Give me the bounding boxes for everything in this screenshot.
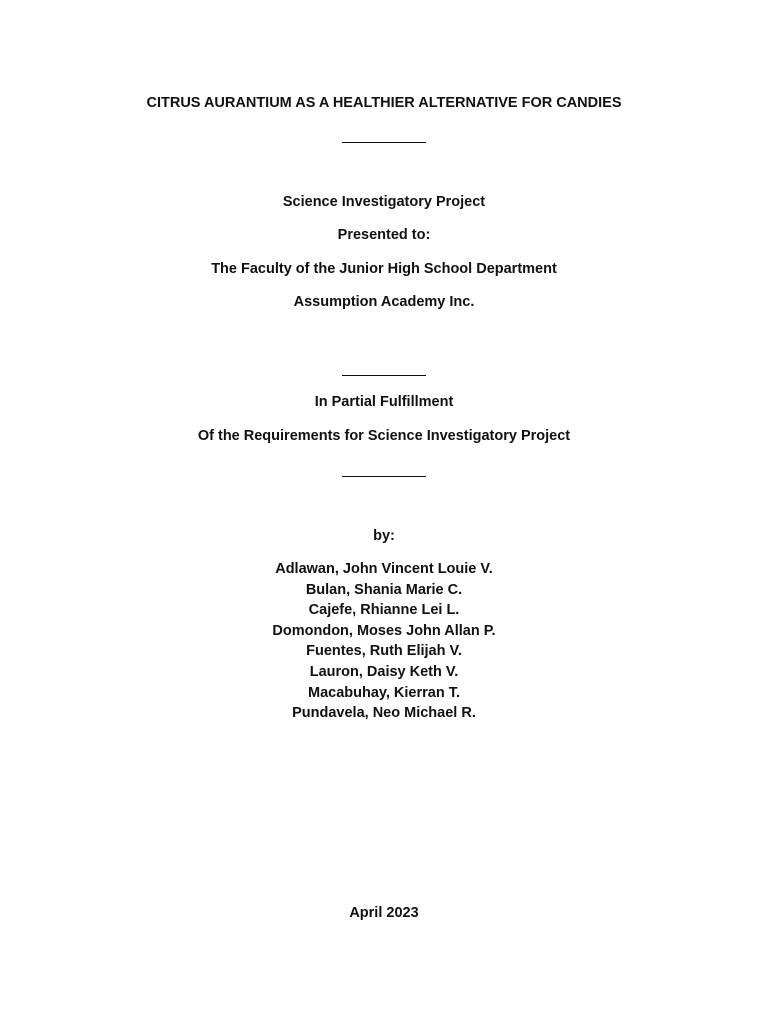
author-name: Cajefe, Rhianne Lei L. (308, 602, 460, 619)
author-name: Domondon, Moses John Allan P. (272, 622, 496, 639)
presented-to-label: Presented to: (337, 227, 431, 243)
by-label: by: (373, 528, 395, 544)
author-name: Macabuhay, Kierran T. (307, 684, 461, 701)
divider-rule-1 (342, 142, 426, 143)
document-date: April 2023 (349, 905, 419, 921)
faculty-name: The Faculty of the Junior High School Department (211, 261, 557, 277)
author-name: Fuentes, Ruth Elijah V. (306, 643, 462, 660)
author-name: Bulan, Shania Marie C. (305, 581, 463, 598)
fulfillment-line-2: Of the Requirements for Science Investigatory Project (197, 428, 571, 444)
author-name: Lauron, Daisy Keth V. (309, 663, 459, 680)
author-name: Adlawan, John Vincent Louie V. (275, 561, 493, 577)
fulfillment-line-1: In Partial Fulfillment (314, 394, 454, 410)
document-title: CITRUS AURANTIUM AS A HEALTHIER ALTERNATIVE FOR CANDIES (146, 95, 622, 111)
author-list (0, 559, 768, 724)
divider-rule-2 (342, 375, 426, 376)
project-type: Science Investigatory Project (282, 194, 486, 210)
divider-rule-3 (342, 476, 426, 477)
author-name: Pundavela, Neo Michael R. (292, 705, 476, 722)
school-name: Assumption Academy Inc. (293, 294, 475, 310)
